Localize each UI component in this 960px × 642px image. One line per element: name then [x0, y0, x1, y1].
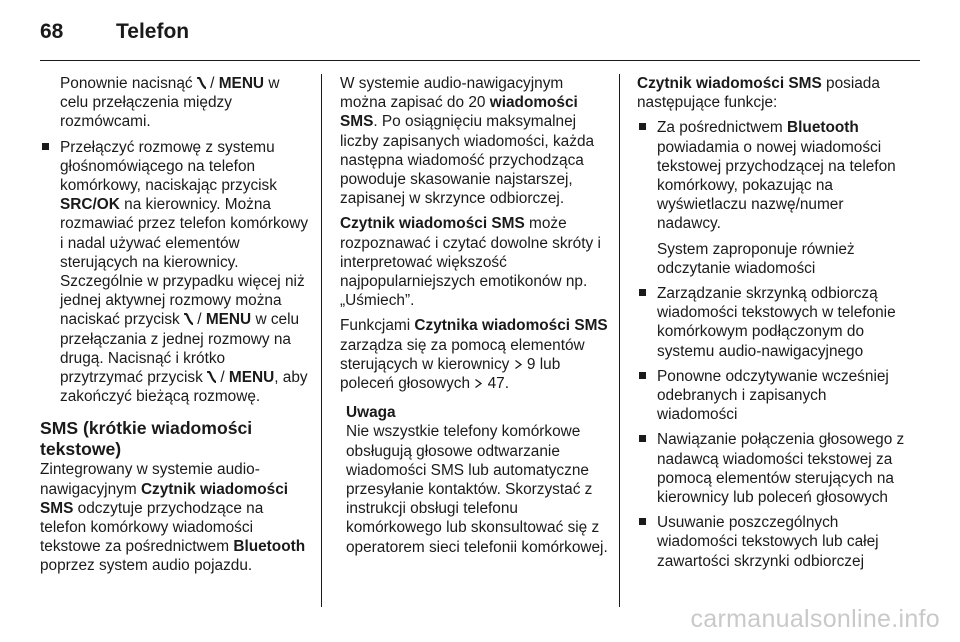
paragraph-switch-callers: Ponownie nacisnąć / MENU w celu przełączenia między rozmówcami. — [60, 75, 280, 131]
list-item: Za pośrednictwem Bluetooth powiadamia o nowej wiadomości tekstowej przychodzącej na telefon komórkowy, pokazując na wyświetlaczu nazwę/numer nadawcy. — [637, 118, 907, 233]
paragraph-storage: W systemie audio-nawigacyjnym można zapisać do 20 wiadomości SMS. Po osiągnięciu maksymalnej liczby zapisanych wiadomości, każda następna wiadomość przychodząca powoduje skasowanie najstarszej, zapisanej w skrzynce odbiorczej. — [340, 75, 595, 208]
paragraph-controls: Funkcjami Czytnika wiadomości SMS zarządza się za pomocą elementów sterujących w kierownicy 9 lub poleceń głosowych 47. — [340, 317, 608, 393]
square-bullet-icon — [639, 372, 646, 379]
list-item: Usuwanie poszczególnych wiadomości tekstowych lub całej zawartości skrzynki odbiorczej — [637, 513, 907, 571]
square-bullet-icon — [42, 143, 49, 150]
list-item-subtext: System zaproponuje również odczytanie wiadomości — [657, 240, 855, 277]
paragraph-emoticons: Czytnik wiadomości SMS może rozpoznawać i czytać dowolne skróty i interpretować większość najpopularniejszych emotikonów np. „Uśmiech”. — [340, 215, 601, 310]
arrow-reference-icon — [474, 378, 483, 389]
list-item: Zarządzanie skrzynką odbiorczą wiadomości tekstowych w telefonie komórkowym podłączonym do systemu audio-nawigacyjnego — [637, 284, 907, 361]
square-bullet-icon — [639, 123, 646, 130]
note-title: Uwaga — [346, 404, 396, 422]
phone-icon — [207, 371, 216, 383]
square-bullet-icon — [639, 289, 646, 296]
column-1 — [40, 74, 310, 576]
square-bullet-icon — [639, 435, 646, 442]
phone-icon — [184, 313, 193, 325]
arrow-reference-icon — [514, 359, 523, 370]
phone-icon — [197, 77, 206, 89]
list-item: Ponowne odczytywanie wcześniej odebranych i zapisanych wiadomości — [637, 367, 907, 425]
note-text: Nie wszystkie telefony komórkowe obsługują głosowe odtwarzanie wiadomości SMS lub automatyczne przesyłanie kontaktów. Skorzystać z instrukcji obsługi telefonu komórkowego lub skonsultować się z operatorem sieci telefonii komórkowej. — [346, 423, 608, 556]
column-2 — [340, 74, 610, 557]
page-title: Telefon — [116, 20, 190, 43]
section-title-sms: SMS (krótkie wiadomości tekstowe) — [40, 418, 253, 460]
paragraph-functions-intro: Czytnik wiadomości SMS posiada następujące funkcje: — [637, 75, 880, 112]
page-number: 68 — [40, 20, 64, 43]
note-box — [340, 403, 610, 557]
column-divider-2 — [619, 74, 620, 607]
column-divider-1 — [321, 74, 322, 607]
list-item: Nawiązanie połączenia głosowego z nadawcą wiadomości tekstowej za pomocą elementów sterujących na kierownicy lub poleceń głosowych — [637, 430, 907, 507]
list-item: Przełączyć rozmowę z systemu głośnomówiącego na telefon komórkowy, naciskając przycisk SRC/OK na kierownicy. Można rozmawiać przez telefon komórkowy i nadal używać elementów sterujących na kierownicy. Szczególnie w przypadku więcej niż jednej aktywnej rozmowy można naciskać przycisk / MENU w celu przełączania z jednej rozmowy na drugą. Nacisnąć i krótko przytrzymać przycisk / MENU, aby zakończyć bieżącą rozmowę. — [40, 138, 310, 407]
paragraph-sms-intro: Zintegrowany w systemie audio-nawigacyjnym Czytnik wiadomości SMS odczytuje przychodzące na telefon komórkowy wiadomości tekstowe za pośrednictwem Bluetooth poprzez system audio pojazdu. — [40, 461, 306, 575]
square-bullet-icon — [639, 518, 646, 525]
watermark: carmanualsonline.info — [690, 605, 940, 633]
column-3 — [637, 74, 907, 571]
header-rule — [40, 60, 920, 61]
